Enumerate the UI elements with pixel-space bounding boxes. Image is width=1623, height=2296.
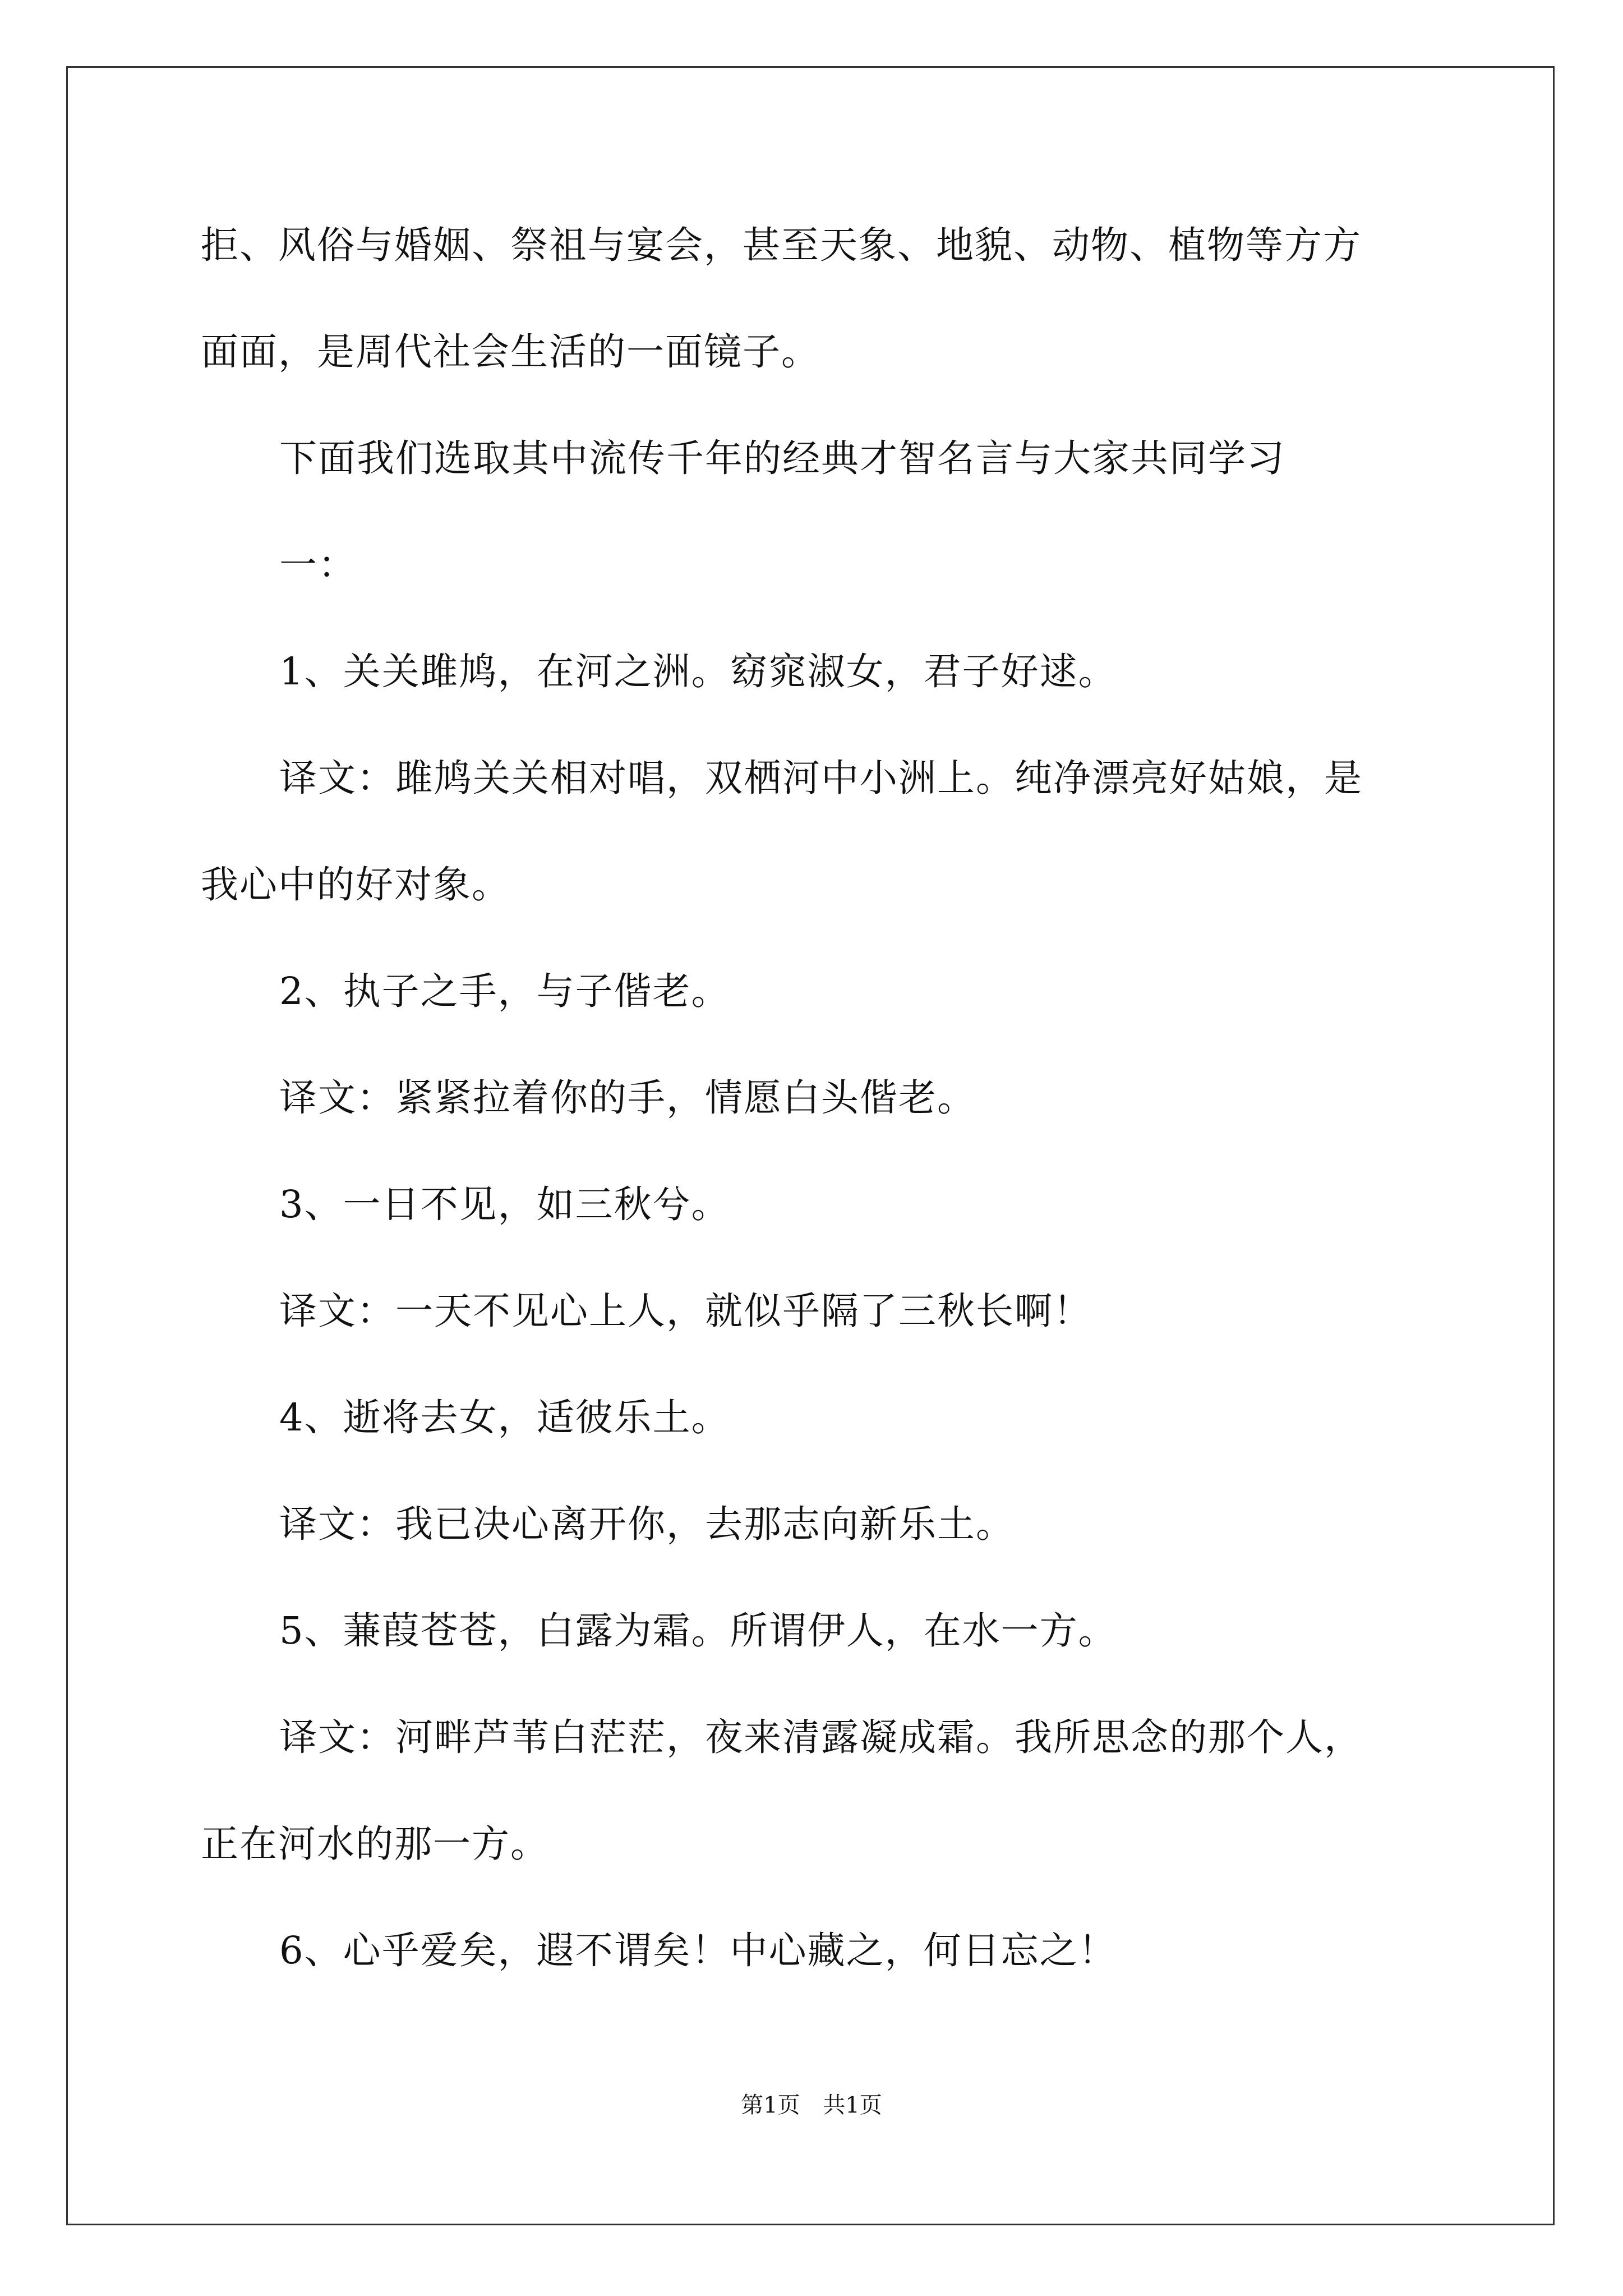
page-footer — [0, 2088, 1623, 2122]
page-number: 第1页 — [741, 2092, 800, 2118]
quote-line: 4、逝将去女，适彼乐土。 — [279, 1396, 730, 1439]
translation-line: 译文：雎鸠关关相对唱，双栖河中小洲上。纯净漂亮好姑娘，是 — [279, 756, 1363, 800]
translation-line: 译文：紧紧拉着你的手，情愿白头偕老。 — [279, 1076, 976, 1120]
translation-line: 译文：我已决心离开你，去那志向新乐土。 — [279, 1502, 1015, 1546]
translation-line: 译文：河畔芦苇白茫茫，夜来清露凝成霜。我所思念的那个人， — [279, 1715, 1363, 1759]
quote-line: 2、执子之手，与子偕老。 — [279, 969, 730, 1013]
translation-line: 正在河水的那一方。 — [201, 1822, 549, 1866]
quote-line: 5、蒹葭苍苍，白露为霜。所谓伊人，在水一方。 — [279, 1609, 1117, 1653]
text-line: 下面我们选取其中流传千年的经典才智名言与大家共同学习 — [279, 436, 1285, 480]
quote-line: 1、关关雎鸠，在河之洲。窈窕淑女，君子好逑。 — [279, 650, 1117, 693]
translation-line: 我心中的好对象。 — [201, 863, 510, 907]
quote-line: 3、一日不见，如三秋兮。 — [279, 1182, 730, 1226]
text-line: 拒、风俗与婚姻、祭祖与宴会，甚至天象、地貌、动物、植物等方方 — [201, 223, 1362, 267]
page-total: 共1页 — [823, 2092, 882, 2118]
translation-line: 译文：一天不见心上人，就似乎隔了三秋长啊！ — [279, 1289, 1092, 1333]
page-border — [66, 66, 1555, 2225]
text-line: 面面，是周代社会生活的一面镜子。 — [201, 330, 820, 374]
section-heading: 一： — [279, 543, 357, 587]
quote-line: 6、心乎爱矣，遐不谓矣！中心藏之，何日忘之！ — [279, 1929, 1117, 1972]
